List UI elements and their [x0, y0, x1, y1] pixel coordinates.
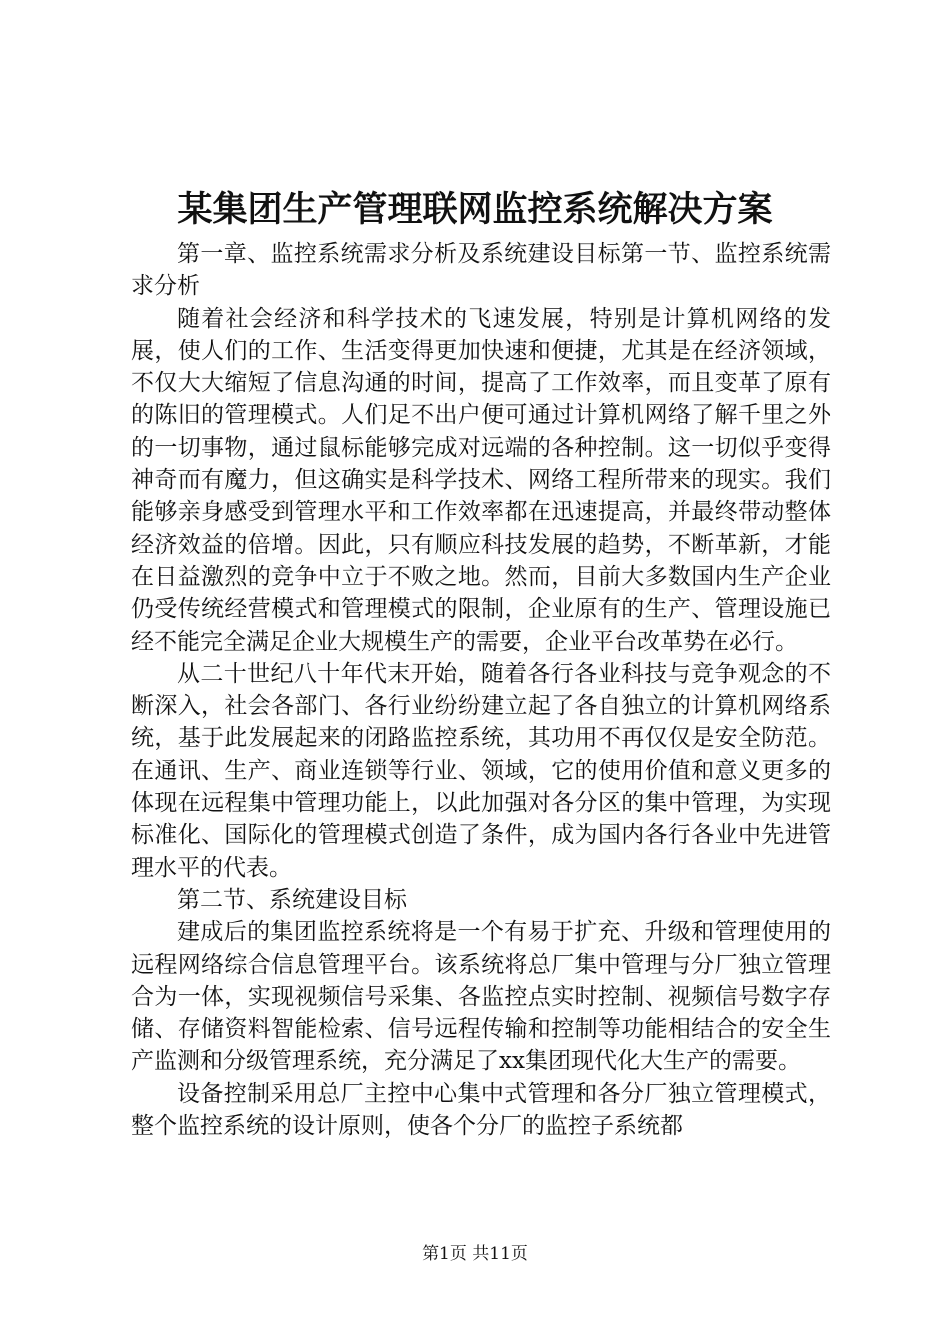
paragraph-control-mode: 设备控制采用总厂主控中心集中式管理和各分厂独立管理模式，整个监控系统的设计原则，使各个分厂的监控子系统都 [131, 1080, 831, 1140]
document-title: 某集团生产管理联网监控系统解决方案 [177, 189, 773, 230]
paragraph-section-heading: 第二节、系统建设目标 [177, 886, 407, 913]
paragraph-goals: 建成后的集团监控系统将是一个有易于扩充、升级和管理使用的远程网络综合信息管理平台。该系统将总厂集中管理与分厂独立管理合为一体，实现视频信号采集、各监控点实时控制、视频信号数字存储、存储资料智能检索、信号远程传输和控制等功能相结合的安全生产监测和分级管理系统，充分满足了xx集团现代化大生产的需要。 [131, 919, 831, 1075]
page-number-footer: 第1页 共11页 [422, 1244, 528, 1264]
paragraph-chapter-heading: 第一章、监控系统需求分析及系统建设目标第一节、监控系统需求分析 [131, 241, 831, 300]
paragraph-history: 从二十世纪八十年代末开始，随着各行各业科技与竞争观念的不断深入，社会各部门、各行业纷纷建立起了各自独立的计算机网络系统，基于此发展起来的闭路监控系统，其功用不再仅仅是安全防范。在通讯、生产、商业连锁等行业、领域，它的使用价值和意义更多的体现在远程集中管理功能上，以此加强对各分区的集中管理，为实现标准化、国际化的管理模式创造了条件，成为国内各行各业中先进管理水平的代表。 [131, 660, 831, 881]
document-body [131, 238, 831, 1142]
paragraph-background: 随着社会经济和科学技术的飞速发展，特别是计算机网络的发展，使人们的工作、生活变得更加快速和便捷，尤其是在经济领域，不仅大大缩短了信息沟通的时间，提高了工作效率，而且变革了原有的陈旧的管理模式。人们足不出户便可通过计算机网络了解千里之外的一切事物，通过鼠标能够完成对远端的各种控制。这一切似乎变得神奇而有魔力，但这确实是科学技术、网络工程所带来的现实。我们能够亲身感受到管理水平和工作效率都在迅速提高，并最终带动整体经济效益的倍增。因此，只有顺应科技发展的趋势，不断革新，才能在日益激烈的竞争中立于不败之地。然而，目前大多数国内生产企业仍受传统经营模式和管理模式的限制，企业原有的生产、管理设施已经不能完全满足企业大规模生产的需要，企业平台改革势在必行。 [131, 305, 831, 655]
